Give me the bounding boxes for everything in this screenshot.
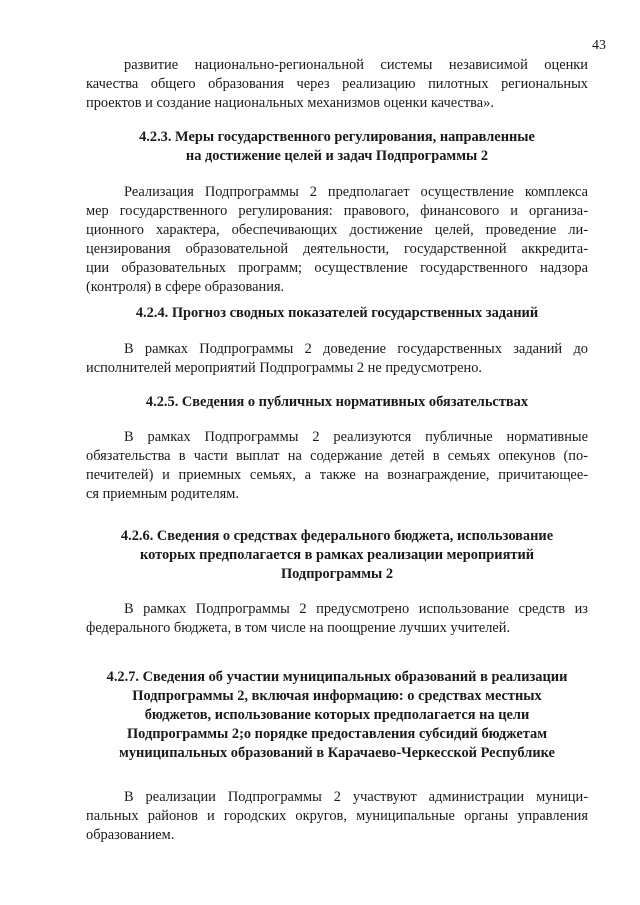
- paragraph-line: мер государственного регулирования: правового, финансового и организа-: [86, 203, 588, 219]
- page-number: 43: [592, 38, 606, 53]
- section-paragraph-4-2-7: [86, 788, 588, 845]
- paragraph-line: ции образовательных программ; осуществление государственного надзора: [86, 260, 588, 276]
- heading-line: 4.2.3. Меры государственного регулирования, направленные: [139, 129, 535, 145]
- heading-line: Подпрограммы 2;о порядке предоставления субсидий бюджетам: [126, 726, 548, 742]
- section-paragraph-4-2-4: [86, 340, 588, 378]
- paragraph-line: проектов и создание национальных механизмов оценки качества».: [86, 95, 494, 111]
- paragraph-line: цензирования образовательной деятельности, государственной аккредита-: [86, 241, 588, 257]
- heading-line: которых предполагается в рамках реализации мероприятий: [139, 547, 535, 563]
- section-heading-4-2-6: [86, 527, 588, 584]
- paragraph-line: Реализация Подпрограммы 2 предполагает осуществление комплекса: [124, 184, 588, 200]
- paragraph-line: федерального бюджета, в том числе на поощрение лучших учителей.: [86, 620, 511, 636]
- heading-line: муниципальных образований в Карачаево-Черкесской Республике: [119, 745, 555, 761]
- paragraph-line: В рамках Подпрограммы 2 доведение государственных заданий до: [124, 341, 588, 357]
- section-paragraph-4-2-3: [86, 183, 588, 297]
- paragraph-line: ционного характера, обеспечивающих достижение целей, проведение ли-: [86, 222, 588, 238]
- intro-paragraph: [86, 56, 588, 113]
- section-heading-4-2-3: [86, 128, 588, 166]
- paragraph-line: образованием.: [86, 827, 175, 843]
- heading-line: бюджетов, использование которых предполагается на цели: [144, 707, 530, 723]
- paragraph-line: печителей) и приемных семьях, а также на вознаграждение, причитающее-: [86, 467, 588, 483]
- heading-line: 4.2.7. Сведения об участии муниципальных образований в реализации: [106, 669, 568, 685]
- paragraph-line: В реализации Подпрограммы 2 участвуют администрации муници-: [124, 789, 588, 805]
- paragraph-line: обязательства в части выплат на содержание детей в семьях опекунов (по-: [86, 448, 588, 464]
- section-paragraph-4-2-5: [86, 428, 588, 504]
- heading-line: Подпрограммы 2, включая информацию: о средствах местных: [132, 688, 542, 704]
- paragraph-line: (контроля) в сфере образования.: [86, 279, 285, 295]
- heading-line: 4.2.5. Сведения о публичных нормативных обязательствах: [145, 394, 529, 410]
- heading-line: 4.2.4. Прогноз сводных показателей государственных заданий: [135, 305, 539, 321]
- section-heading-4-2-5: [86, 393, 588, 412]
- paragraph-line: В рамках Подпрограммы 2 реализуются публичные нормативные: [124, 429, 588, 445]
- heading-line: Подпрограммы 2: [280, 566, 394, 582]
- paragraph-line: исполнителей мероприятий Подпрограммы 2 не предусмотрено.: [86, 360, 482, 376]
- section-heading-4-2-4: [86, 304, 588, 323]
- heading-line: 4.2.6. Сведения о средствах федерального бюджета, использование: [120, 528, 554, 544]
- section-heading-4-2-7: [86, 668, 588, 763]
- paragraph-line: развитие национально-региональной системы независимой оценки: [124, 57, 588, 73]
- paragraph-line: пальных районов и городских округов, муниципальные органы управления: [86, 808, 588, 824]
- paragraph-line: ся приемным родителям.: [86, 486, 239, 502]
- section-paragraph-4-2-6: [86, 600, 588, 638]
- heading-line: на достижение целей и задач Подпрограммы 2: [185, 148, 489, 164]
- paragraph-line: качества общего образования через реализацию пилотных региональных: [86, 76, 588, 92]
- paragraph-line: В рамках Подпрограммы 2 предусмотрено использование средств из: [124, 601, 588, 617]
